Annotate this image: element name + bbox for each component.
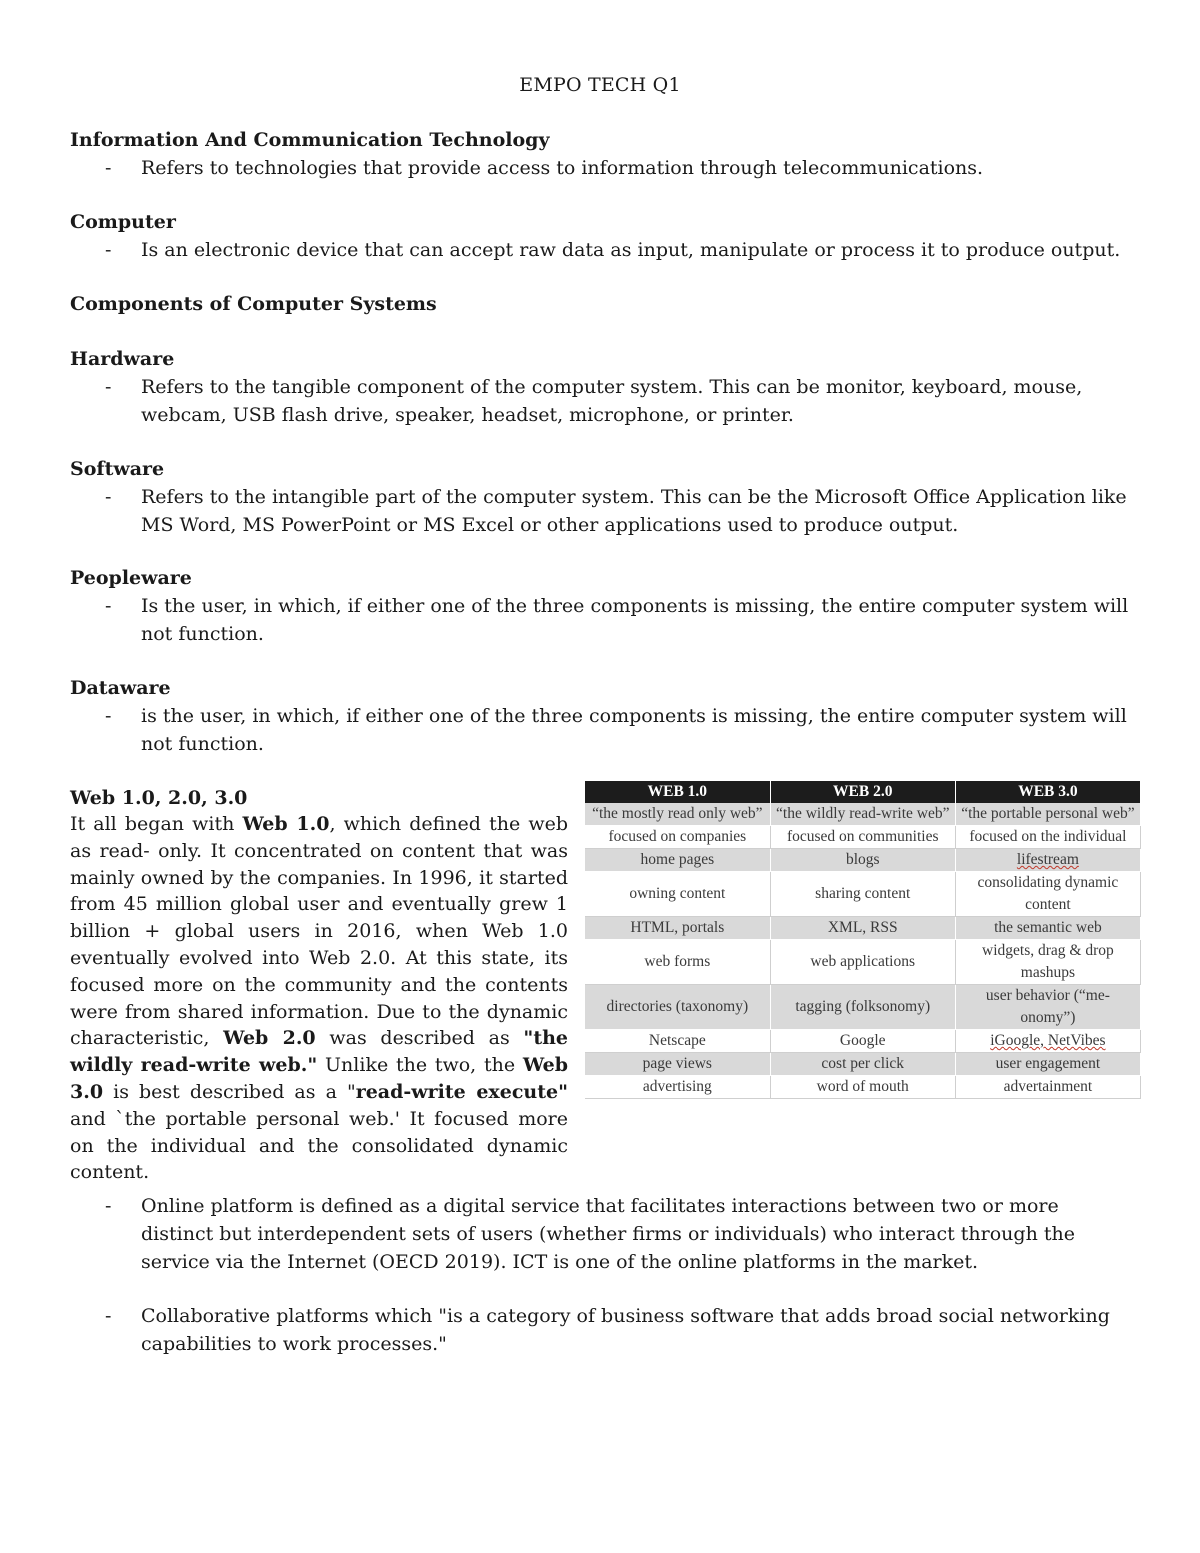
table-header-web2: WEB 2.0 [770,781,955,803]
table-row [585,826,1141,849]
table-row [585,1076,1141,1099]
bullet-dash: - [105,1305,112,1327]
bullet-dash: - [105,1195,112,1217]
section-computer [70,208,1130,264]
table-header-web1: WEB 1.0 [585,781,770,803]
table-cell: tagging (folksonomy) [770,985,955,1030]
table-cell: owning content [585,872,770,917]
section-hardware [70,345,1130,429]
table-cell: cost per click [770,1053,955,1076]
bullet-item [70,1192,1130,1276]
section-heading: Components of Computer Systems [70,293,437,315]
table-cell: web applications [770,940,955,985]
table-cell: advertising [585,1076,770,1099]
bullet-item [70,154,1130,182]
bullet-text: Is an electronic device that can accept raw data as input, manipulate or process it to produce output. [141,239,1121,261]
section-software [70,455,1130,539]
bullet-collaborative [70,1302,1130,1358]
web-bold-5: read-write execute" [355,1080,568,1103]
table-cell: HTML, portals [585,917,770,940]
document-title: EMPO TECH Q1 [519,74,681,96]
bullet-item [70,236,1130,264]
bullet-text: Is the user, in which, if either one of the three components is missing, the entire computer system will not function. [141,595,1129,645]
table-cell: user engagement [955,1053,1140,1076]
table-row [585,1030,1141,1053]
table-cell: user behavior (“me-onomy”) [955,985,1140,1030]
table-cell: XML, RSS [770,917,955,940]
bullet-item [70,373,1130,429]
table-row [585,940,1141,985]
bullet-dash: - [105,239,112,261]
section-heading: Peopleware [70,567,192,589]
bullet-text: is the user, in which, if either one of the three components is missing, the entire computer system will not function. [141,705,1127,755]
bullet-text: Refers to the tangible component of the computer system. This can be monitor, keyboard, mouse, webcam, USB flash drive, speaker, headset, microphone, or printer. [141,376,1083,426]
section-heading: Dataware [70,677,171,699]
table-row [585,917,1141,940]
table-cell [955,849,1140,872]
table-cell: “the portable personal web” [955,803,1140,826]
table-cell: the semantic web [955,917,1140,940]
section-peopleware [70,564,1130,648]
web-bold-3: "the wildly read-write web." [70,1027,568,1077]
bullet-item [70,1302,1130,1358]
bullet-dash: - [105,157,112,179]
bullet-item [70,702,1130,758]
table-row [585,849,1141,872]
table-row [585,1053,1141,1076]
table-row [585,985,1141,1030]
table-cell: focused on the individual [955,826,1140,849]
section-heading: Computer [70,211,176,233]
bullet-online-platform [70,1192,1130,1276]
section-heading: Information And Communication Technology [70,129,550,151]
table-cell: blogs [770,849,955,872]
table-cell: Google [770,1030,955,1053]
table-cell: word of mouth [770,1076,955,1099]
bullet-text: Refers to technologies that provide access to information through telecommunications. [141,157,984,179]
bullet-text: Online platform is defined as a digital service that facilitates interactions between two or more distinct but interdependent sets of users (whether firms or individuals) who interact through the service via the Internet (OECD 2019). ICT is one of the online platforms in the market. [141,1195,1075,1273]
web-text-1: It all began with [70,813,243,835]
section-components [70,290,1130,318]
table-cell: focused on communities [770,826,955,849]
section-dataware [70,674,1130,758]
table-cell [955,1030,1140,1053]
web-bold-1: Web 1.0 [242,813,330,835]
table-cell: focused on companies [585,826,770,849]
web-text-5: is best described as a " [103,1080,356,1103]
table-cell: consolidating dynamic content [955,872,1140,917]
web-bold-4: Web 3.0 [70,1054,569,1103]
bullet-dash: - [105,486,112,508]
table-cell: advertainment [955,1076,1140,1099]
table-cell: page views [585,1053,770,1076]
table-header-row [585,781,1141,803]
bullet-dash: - [105,705,112,727]
web-text-6: and `the portable personal web.' It focused more on the individual and the consolidated dynamic content. [70,1107,568,1184]
table-header-web3: WEB 3.0 [955,781,1140,803]
table-cell: “the mostly read only web” [585,803,770,826]
web-paragraph [70,811,568,1186]
web-text-4: Unlike the two, the [317,1054,523,1077]
bullet-text: Collaborative platforms which "is a category of business software that adds broad social networking capabilities to work processes." [141,1305,1110,1355]
section-heading: Software [70,458,165,480]
web-text-2: , which defined the web as read- only. It concentrated on content that was mainly owned by the companies. In 1996, it started from 45 million global user and eventually grew 1 billion + global users in 2016, when Web 1.0 eventually evolved into Web 2.0. At this state, its focused more on the community and the contents were from shared information. Due to the dynamic characteristic, [70,813,568,1050]
bullet-item [70,483,1130,539]
table-cell: “the wildly read-write web” [770,803,955,826]
table-row [585,803,1141,826]
web-comparison-table [585,781,1141,1099]
bullet-dash: - [105,376,112,398]
table-cell: Netscape [585,1030,770,1053]
web-text-3: was described as [315,1027,524,1050]
section-heading: Web 1.0, 2.0, 3.0 [70,787,248,809]
table-cell: home pages [585,849,770,872]
web-bold-2: Web 2.0 [223,1027,316,1050]
bullet-item [70,592,1130,648]
bullet-text: Refers to the intangible part of the computer system. This can be the Microsoft Office Application like MS Word, MS PowerPoint or MS Excel or other applications used to produce output. [141,486,1127,536]
section-heading: Hardware [70,348,175,370]
bullet-dash: - [105,595,112,617]
table-cell: directories (taxonomy) [585,985,770,1030]
section-ict [70,126,1130,182]
table-row [585,872,1141,917]
table-cell: web forms [585,940,770,985]
section-web-versions [70,785,568,1186]
table-cell: sharing content [770,872,955,917]
table-cell-text: iGoogle, NetVibes [990,1032,1106,1049]
table-cell-text: lifestream [1016,851,1079,868]
table-cell: widgets, drag & drop mashups [955,940,1140,985]
